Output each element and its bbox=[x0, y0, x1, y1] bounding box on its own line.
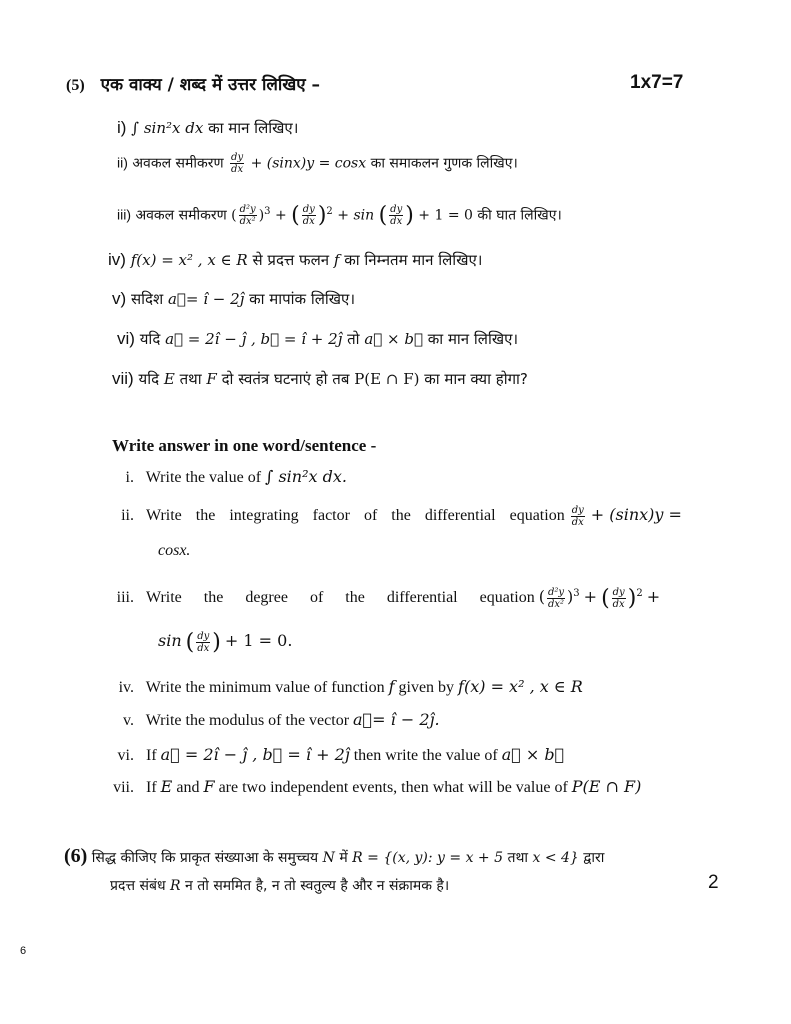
item-text: दो स्वतंत्र घटनाएं हो तब bbox=[221, 370, 350, 388]
item-text: का मान क्या होगा? bbox=[424, 370, 528, 388]
english-item-iii: iii. Write the degree of the differential equation ( $\frac{\text{d²y}}{\text{dx²}}$ )$^3$ + ( $\frac{dy}{dx}$ )$^2$ + bbox=[100, 586, 660, 611]
item-label: v) bbox=[112, 289, 127, 308]
math-expression: P(E ∩ F) bbox=[571, 777, 642, 796]
math-symbol: F bbox=[203, 777, 215, 796]
item-label: i) bbox=[117, 118, 127, 137]
math-expression: R = {(x, y): y = x + 5 bbox=[352, 850, 504, 866]
item-text: given by bbox=[398, 679, 455, 696]
math-expression: + 1 = 0 bbox=[418, 207, 473, 224]
math-symbol: E bbox=[163, 370, 175, 388]
item-text: Write the integrating factor of the differential equation bbox=[146, 507, 565, 525]
item-text: तथा bbox=[179, 370, 202, 388]
heading-hindi: एक वाक्य / शब्द में उत्तर लिखिए – bbox=[100, 75, 321, 95]
item-label: iii) bbox=[117, 206, 131, 223]
item-text: का मान लिखिए। bbox=[208, 119, 299, 137]
math-expression: + 1 = 0. bbox=[224, 631, 293, 651]
exponent: 3 bbox=[573, 587, 580, 599]
item-label: ii. bbox=[121, 507, 134, 525]
item-prefix: यदि bbox=[138, 370, 160, 388]
math-expression: ∫ sin²x dx. bbox=[265, 467, 347, 486]
fraction-dy-dx: $\frac{dy}{dx}$ bbox=[390, 204, 403, 227]
fraction-d2y-dx2: $\frac{\text{d²y}}{\text{dx²}}$ bbox=[239, 204, 256, 227]
math-expression: a⃗= î − 2ĵ. bbox=[353, 710, 440, 729]
fraction-dy-dx: $\frac{dy}{dx}$ bbox=[231, 152, 244, 175]
hindi-item-iv bbox=[108, 250, 482, 270]
hindi-item-vii bbox=[112, 369, 528, 389]
question-6-line-1 bbox=[64, 845, 604, 868]
math-expression: + (sinx)y = cosx bbox=[250, 155, 367, 172]
item-text: से प्रदत्त फलन bbox=[252, 251, 330, 269]
page-number: 6 bbox=[20, 945, 27, 957]
exponent: 2 bbox=[636, 587, 643, 599]
exponent: 2 bbox=[326, 205, 333, 217]
item-text: If bbox=[146, 779, 157, 796]
item-text: Write the value of bbox=[145, 469, 262, 486]
math-expression: x < 4} bbox=[532, 850, 579, 866]
item-text: are two independent events, then what will be value of bbox=[218, 779, 568, 796]
item-label: vii. bbox=[113, 779, 134, 796]
item-label: vi) bbox=[117, 329, 135, 348]
math-symbol: R bbox=[170, 878, 181, 894]
question-6-marks: 2 bbox=[708, 872, 719, 893]
item-label: iv. bbox=[118, 679, 134, 696]
math-expression: a⃗ = 2î − ĵ , b⃗ = î + 2ĵ bbox=[160, 745, 350, 764]
hindi-item-iii: iii) अवकल समीकरण ( $\frac{\text{d²y}}{\text{dx²}}$ )$^3$ + ( $\frac{dy}{dx}$ )$^2$ + sin ( $\frac{dy}{dx}$ ) + 1 = 0 की घात लिखिए। bbox=[117, 203, 562, 228]
math-expression: a⃗ × b⃗ bbox=[501, 745, 565, 764]
item-text: की घात लिखिए। bbox=[477, 207, 562, 224]
math-expression: f(x) = x² , x ∈ R bbox=[458, 677, 583, 696]
item-prefix: अवकल समीकरण bbox=[135, 207, 227, 224]
question-text: सिद्ध कीजिए कि प्राकृत संख्याआ के समुच्चय bbox=[91, 850, 319, 866]
item-text: then write the value of bbox=[353, 747, 498, 764]
math-expression: a⃗= î − 2ĵ bbox=[167, 290, 245, 308]
question-6-line-2 bbox=[110, 876, 449, 895]
question-text: द्वारा bbox=[583, 850, 605, 866]
item-text: Write the modulus of the vector bbox=[145, 712, 350, 729]
math-expression: f(x) = x² , x ∈ R bbox=[130, 251, 248, 269]
item-text: का समाकलन गुणक लिखिए। bbox=[370, 155, 518, 172]
item-text: If bbox=[146, 747, 157, 764]
hindi-item-ii bbox=[117, 152, 518, 175]
math-expression: ∫ sin²x dx bbox=[131, 119, 204, 137]
math-expression: P(E ∩ F) bbox=[354, 370, 420, 388]
sin-function: sin bbox=[353, 207, 375, 224]
english-item-ii bbox=[100, 505, 682, 528]
item-label: vii) bbox=[112, 369, 134, 388]
english-heading: Write answer in one word/sentence - bbox=[112, 436, 377, 455]
hindi-item-v bbox=[112, 289, 355, 309]
question-text: तथा bbox=[507, 850, 529, 866]
item-text: Write the minimum value of function bbox=[145, 679, 385, 696]
question-text: न तो सममित है, न तो स्वतुल्य है और न संक्रामक है। bbox=[185, 878, 450, 894]
sin-function: sin bbox=[158, 631, 182, 651]
fraction-dy-dx: $\frac{dy}{dx}$ bbox=[612, 587, 625, 610]
item-label: v. bbox=[123, 712, 134, 729]
item-text: का मान लिखिए। bbox=[427, 330, 519, 348]
math-expression: a⃗ × b⃗ bbox=[364, 330, 423, 348]
question-number: (5) bbox=[66, 77, 85, 94]
math-symbol: F bbox=[206, 370, 217, 388]
english-item-ii-continued: cosx. bbox=[158, 542, 191, 559]
item-label: i. bbox=[125, 469, 134, 486]
fraction-dy-dx: $\frac{dy}{dx}$ bbox=[302, 204, 315, 227]
item-prefix: सदिश bbox=[130, 290, 164, 308]
english-item-iii-continued: sin ( $\frac{dy}{dx}$ ) + 1 = 0. bbox=[158, 630, 293, 655]
item-label: iv) bbox=[108, 250, 126, 269]
question-text: में bbox=[339, 850, 348, 866]
math-expression: a⃗ = 2î − ĵ , b⃗ = î + 2ĵ bbox=[165, 330, 343, 348]
item-label: ii) bbox=[117, 154, 128, 171]
question-number: (6) bbox=[64, 845, 88, 867]
fraction-d2y-dx2: $\frac{\text{d²y}}{\text{dx²}}$ bbox=[547, 587, 565, 610]
fraction-dy-dx: $\frac{dy}{dx}$ bbox=[571, 505, 584, 528]
question-5-heading bbox=[66, 72, 320, 95]
math-expression: + (sinx)y = bbox=[590, 505, 682, 525]
math-symbol: E bbox=[160, 777, 173, 796]
english-item-i bbox=[100, 467, 347, 487]
item-text: and bbox=[176, 779, 200, 796]
hindi-item-i bbox=[117, 118, 298, 138]
item-text: तो bbox=[347, 330, 360, 348]
english-item-vii bbox=[100, 777, 641, 797]
item-prefix: यदि bbox=[139, 330, 161, 348]
exponent: 3 bbox=[264, 205, 271, 217]
english-item-iv bbox=[100, 677, 583, 697]
hindi-item-vi bbox=[117, 329, 518, 349]
fraction-dy-dx: $\frac{dy}{dx}$ bbox=[197, 631, 210, 654]
item-label: vi. bbox=[117, 747, 134, 764]
math-symbol: N bbox=[322, 850, 335, 866]
item-text: Write the degree of the differential equation bbox=[146, 589, 535, 607]
math-expression: + bbox=[646, 587, 661, 607]
item-prefix: अवकल समीकरण bbox=[132, 155, 224, 172]
item-text: का निम्नतम मान लिखिए। bbox=[344, 251, 483, 269]
item-label: iii. bbox=[116, 589, 134, 607]
item-text: का मापांक लिखिए। bbox=[249, 290, 356, 308]
math-symbol: f bbox=[388, 677, 395, 696]
math-symbol: f bbox=[333, 251, 340, 269]
question-text: प्रदत्त संबंध bbox=[110, 878, 166, 894]
question-5-marks: 1x7=7 bbox=[630, 72, 684, 93]
english-item-vi bbox=[100, 745, 564, 765]
english-item-v bbox=[100, 710, 440, 730]
